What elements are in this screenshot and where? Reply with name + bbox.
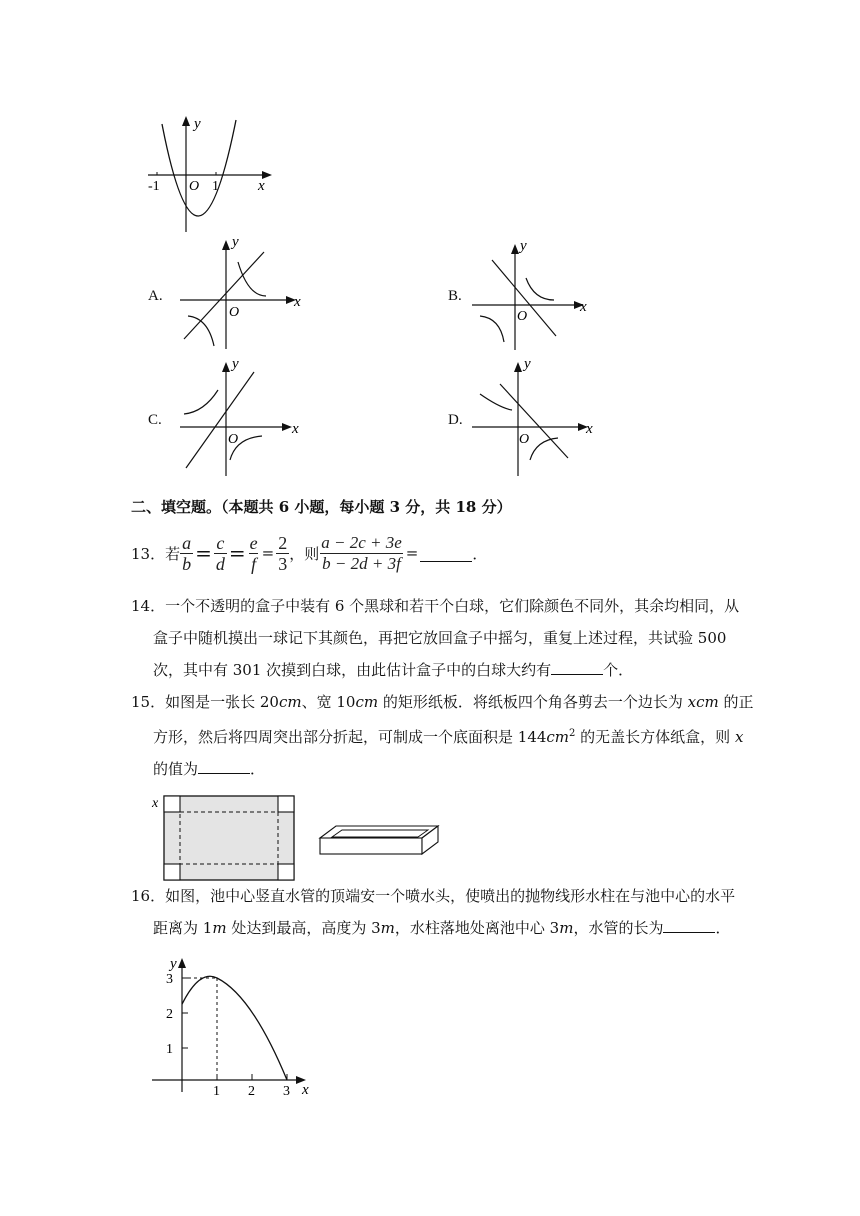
q13-answer-blank[interactable] [420,545,472,562]
x-axis-label: x [258,178,265,194]
question-13: 13． 若 $\frac{a}{b}$ = $\frac{c}{d}$ = $\frac{e}{f}$ = $\frac{2}{3}$ ，则 $\frac{a - 2c + 3e}{b - 2d + 3f}$ = ． [131,532,488,574]
tick-1: 1 [212,179,219,194]
option-d-y: y [524,356,531,372]
q13-frac-e-f: $\frac{e}{f}$ [249,532,258,574]
option-b-origin: O [517,309,528,324]
top-parabola-graph [140,110,290,240]
q13-frac-2-3: $\frac{2}{3}$ [278,532,288,574]
q16-ytick-2: 2 [166,1007,173,1022]
option-d-x: x [586,421,593,437]
q16-ytick-3: 3 [166,972,173,987]
q13-end: ． [472,544,488,563]
q15-cardboard-figure [150,790,310,886]
q16-ytick-1: 1 [166,1042,173,1057]
q15-answer-blank[interactable] [198,757,250,774]
question-16: 16．如图，池中心竖直水管的顶端安一个喷水头，使喷出的抛物线形水柱在与池中心的水平 距离为 1m 处达到最高，高度为 3m，水柱落地处离池中心 3m，水管的长为 ． [131,887,736,937]
q13-frac-a-b: $\frac{a}{b}$ [182,532,192,574]
q15-box-figure [316,820,442,860]
option-b-graph [462,238,602,354]
y-axis-label: y [194,116,201,132]
option-d-graph [462,356,602,480]
q16-xtick-3: 3 [283,1084,290,1099]
q14-number: 14． [131,597,166,615]
option-b-x: x [580,299,587,315]
question-14: 14．一个不透明的盒子中装有 6 个黑球和若干个白球，它们除颜色不同外，其余均相同，从 盒子中随机摸出一球记下其颜色，再把它放回盒子中摇匀，重复上述过程，共试验 500 次，其中有 301 次摸到白球，由此估计盒子中的白球大约有 个． [131,590,771,686]
section-2-title: 二、填空题。（本题共 6 小题，每小题 3 分，共 18 分） [131,498,512,516]
q16-xtick-2: 2 [248,1084,255,1099]
option-a-graph [170,234,310,354]
option-a-origin: O [229,305,240,320]
option-b-y: y [520,238,527,254]
q16-xtick-1: 1 [213,1084,220,1099]
q16-x-label: x [302,1082,309,1098]
origin-label: O [189,179,200,194]
q14-line1: 一个不透明的盒子中装有 6 个黑球和若干个白球，它们除颜色不同外，其余均相同，从 [165,597,740,615]
q13-frac-c-d: $\frac{c}{d}$ [215,532,225,574]
option-a-y: y [232,234,239,250]
option-d-label: D. [448,412,463,428]
q14-line2: 盒子中随机摸出一球记下其颜色，再把它放回盒子中摇匀，重复上述过程，共试验 500 [153,629,727,647]
option-a-x: x [294,294,301,310]
option-a-label: A. [148,288,163,304]
option-c-graph [170,356,310,480]
q13-number: 13． [131,544,166,563]
option-d-origin: O [519,432,530,447]
q14-answer-blank[interactable] [551,658,603,675]
tick-neg1: -1 [148,179,160,194]
option-c-x: x [292,421,299,437]
option-c-origin: O [228,432,239,447]
q15-fig-x-label: x [152,796,159,811]
question-15: 15．如图是一张长 20cm、宽 10cm 的矩形纸板．将纸板四个角各剪去一个边长为 xcm 的正 方形，然后将四周突出部分折起，可制成一个底面积是 $144cm^2$ 的无盖长方体纸盒，则 x 的值为 ． [131,693,754,778]
option-b-label: B. [448,288,462,304]
q16-parabola-graph [148,952,320,1100]
q13-prefix: 若 [165,544,181,563]
q14-line3: 次，其中有 301 次摸到白球，由此估计盒子中的白球大约有 [153,661,552,679]
q16-y-label: y [170,956,177,972]
option-c-y: y [232,356,239,372]
option-c-label: C. [148,412,162,428]
q16-answer-blank[interactable] [663,916,715,933]
q13-result-fraction: $\frac{a - 2c + 3e}{b - 2d + 3f}$ [321,532,402,573]
q13-then: ，则 [289,544,320,563]
